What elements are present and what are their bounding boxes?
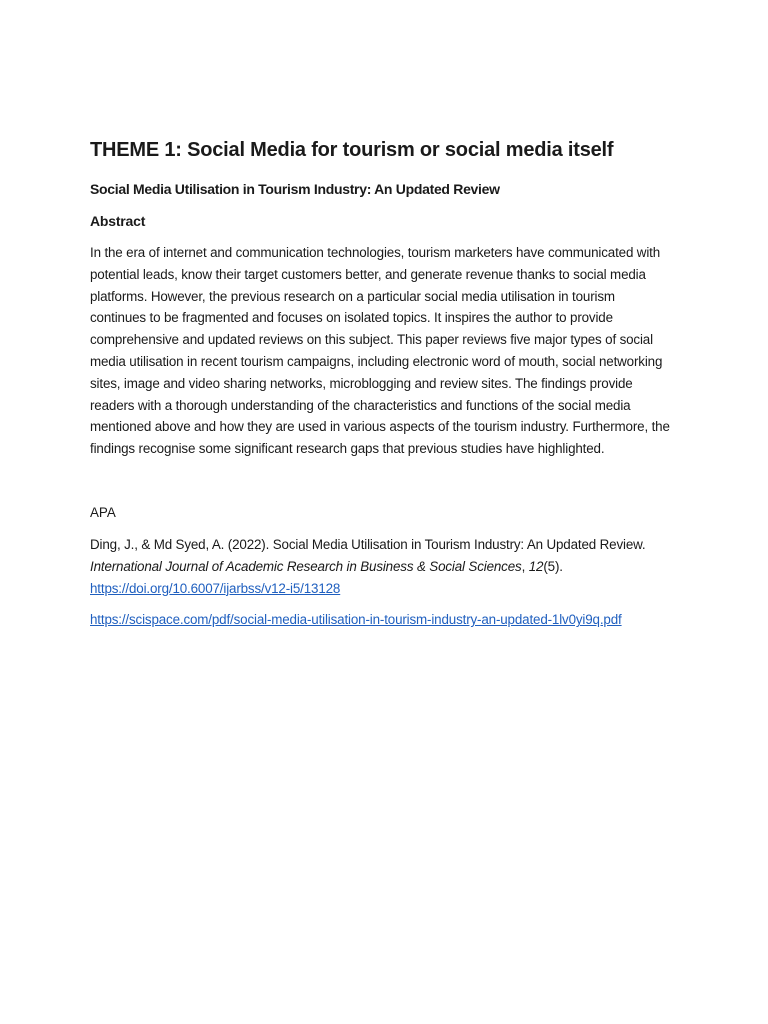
reference-separator: , (521, 558, 529, 574)
reference-entry (90, 534, 674, 599)
reference-volume: 12 (528, 558, 544, 574)
reference-authors-title: Ding, J., & Md Syed, A. (2022). Social Media Utilisation in Tourism Industry: An Updated Review. (90, 536, 646, 552)
doi-link[interactable]: https://doi.org/10.6007/ijarbss/v12-i5/13128 (90, 580, 341, 596)
reference-issue: (5). (543, 558, 563, 574)
reference-journal: International Journal of Academic Research in Business & Social Sciences (90, 558, 522, 574)
pdf-link-line (90, 609, 674, 631)
theme-title: THEME 1: Social Media for tourism or social media itself (90, 139, 614, 161)
citation-style-label: APA (90, 504, 116, 520)
abstract-heading: Abstract (90, 213, 146, 229)
abstract-text: In the era of internet and communication technologies, tourism marketers have communicated with potential leads, know their target customers better, and generate revenue thanks to social media platforms. However, the previous research on a particular social media utilisation in tourism continues to be fragmented and focuses on isolated topics. It inspires the author to provide comprehensive and updated reviews on this subject. This paper reviews five major types of social media utilisation in recent tourism campaigns, including electronic word of mouth, social networking sites, image and video sharing networks, microblogging and review sites. The findings provide readers with a thorough understanding of the characteristics and functions of the social media mentioned above and how they are used in various aspects of the tourism industry. Furthermore, the findings recognise some significant research gaps that previous studies have highlighted. (90, 245, 670, 457)
pdf-link[interactable]: https://scispace.com/pdf/social-media-utilisation-in-tourism-industry-an-updated-1lv0yi9q.pdf (90, 612, 622, 628)
paper-title: Social Media Utilisation in Tourism Industry: An Updated Review (90, 181, 500, 197)
document-page (90, 136, 674, 631)
